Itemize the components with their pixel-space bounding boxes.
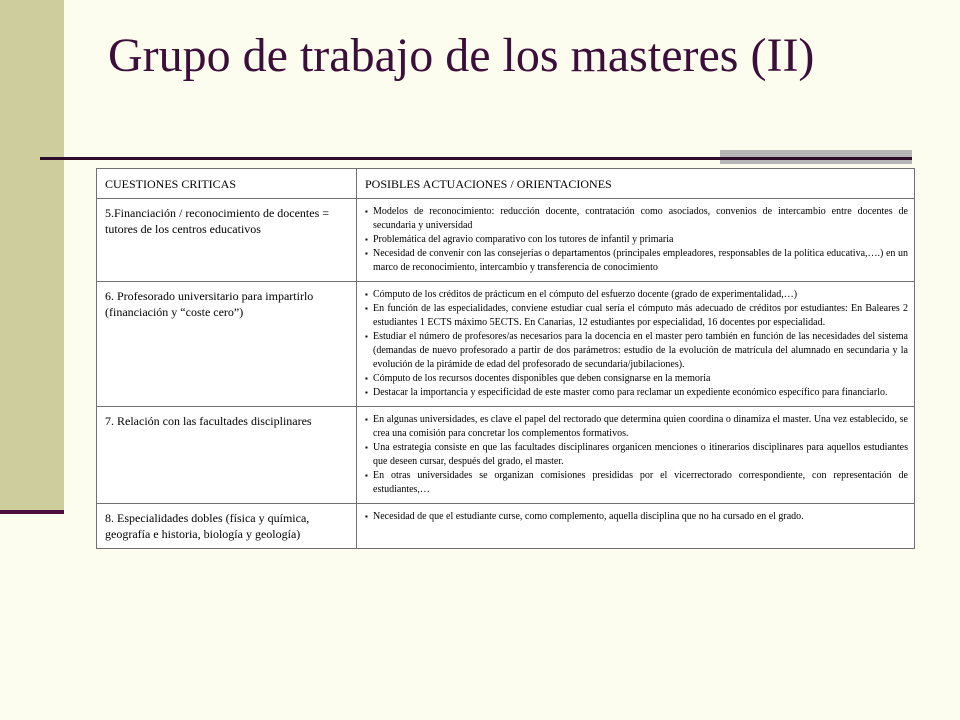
- action-item: ▪ Necesidad de convenir con las consejerías o departamentos (principales empleadores, responsables de la política educativa,….) en un marco de reconocimiento, intercambio y transferencia de conocimiento: [365, 247, 908, 275]
- table-row: [97, 504, 915, 549]
- action-item: ▪ En otras universidades se organizan comisiones presididas por el vicerrectorado correspondiente, con representación de estudiantes,…: [365, 469, 908, 497]
- actions-cell: [357, 504, 915, 549]
- title-underline-rule: [40, 157, 912, 160]
- issue-cell: 6. Profesorado universitario para impartirlo (financiación y “coste cero”): [97, 282, 357, 407]
- action-item: ▪ Una estrategia consiste en que las facultades disciplinares organicen menciones o itinerarios disciplinares para aquellos estudiantes que deseen cursar, después del grado, el master.: [365, 441, 908, 469]
- actions-cell: [357, 407, 915, 504]
- issue-cell: 8. Especialidades dobles (física y química, geografía e historia, biología y geología): [97, 504, 357, 549]
- actions-cell: [357, 199, 915, 282]
- header-actuaciones: POSIBLES ACTUACIONES / ORIENTACIONES: [357, 169, 915, 199]
- action-item: ▪ Cómputo de los recursos docentes disponibles que deben consignarse en la memoria: [365, 372, 908, 386]
- action-item: ▪ En función de las especialidades, conviene estudiar cual sería el cómputo más adecuado de créditos por estudiantes: En Baleares 2 estudiantes 1 ECTS máximo 5ECTS. En Canarias, 12 estudiantes por especialidad, 16 docentes por especialidad.: [365, 302, 908, 330]
- action-item: ▪ Problemática del agravio comparativo con los tutores de infantil y primaria: [365, 233, 908, 247]
- actions-list: [365, 413, 908, 497]
- header-cuestiones: CUESTIONES CRITICAS: [97, 169, 357, 199]
- issues-table: [96, 168, 915, 549]
- action-item: ▪ En algunas universidades, es clave el papel del rectorado que determina quien coordina o dinamiza el master. Una vez establecido, se crea una comisión para concretar los complementos formativos.: [365, 413, 908, 441]
- table-row: [97, 282, 915, 407]
- action-item: ▪ Cómputo de los créditos de prácticum en el cómputo del esfuerzo docente (grado de experimentalidad,…): [365, 288, 908, 302]
- table-row: [97, 407, 915, 504]
- actions-list: [365, 288, 908, 400]
- actions-list: [365, 510, 908, 524]
- action-item: ▪ Destacar la importancia y especificidad de este master como para reclamar un expediente económico específico para financiarlo.: [365, 386, 908, 400]
- table-header-row: [97, 169, 915, 199]
- action-item: ▪ Necesidad de que el estudiante curse, como complemento, aquella disciplina que no ha cursado en el grado.: [365, 510, 908, 524]
- left-band-accent-line: [0, 510, 64, 514]
- actions-cell: [357, 282, 915, 407]
- left-decorative-band: [0, 0, 64, 512]
- actions-list: [365, 205, 908, 275]
- action-item: ▪ Estudiar el número de profesores/as necesarios para la docencia en el master pero también en función de las necesidades del sistema (demandas de nuevo profesorado a partir de dos parámetros: estudio de la evolución de matrícula del alumnado en secundaria y la evolución de la pirámide de edad del profesorado de secundaria/jubilaciones).: [365, 330, 908, 372]
- table-row: [97, 199, 915, 282]
- issue-cell: 5.Financiación / reconocimiento de docentes = tutores de los centros educativos: [97, 199, 357, 282]
- issue-cell: 7. Relación con las facultades disciplinares: [97, 407, 357, 504]
- action-item: ▪ Modelos de reconocimiento: reducción docente, contratación como asociados, convenios de intercambio entre docentes de secundaria y universidad: [365, 205, 908, 233]
- slide-title: Grupo de trabajo de los masteres (II): [108, 29, 815, 82]
